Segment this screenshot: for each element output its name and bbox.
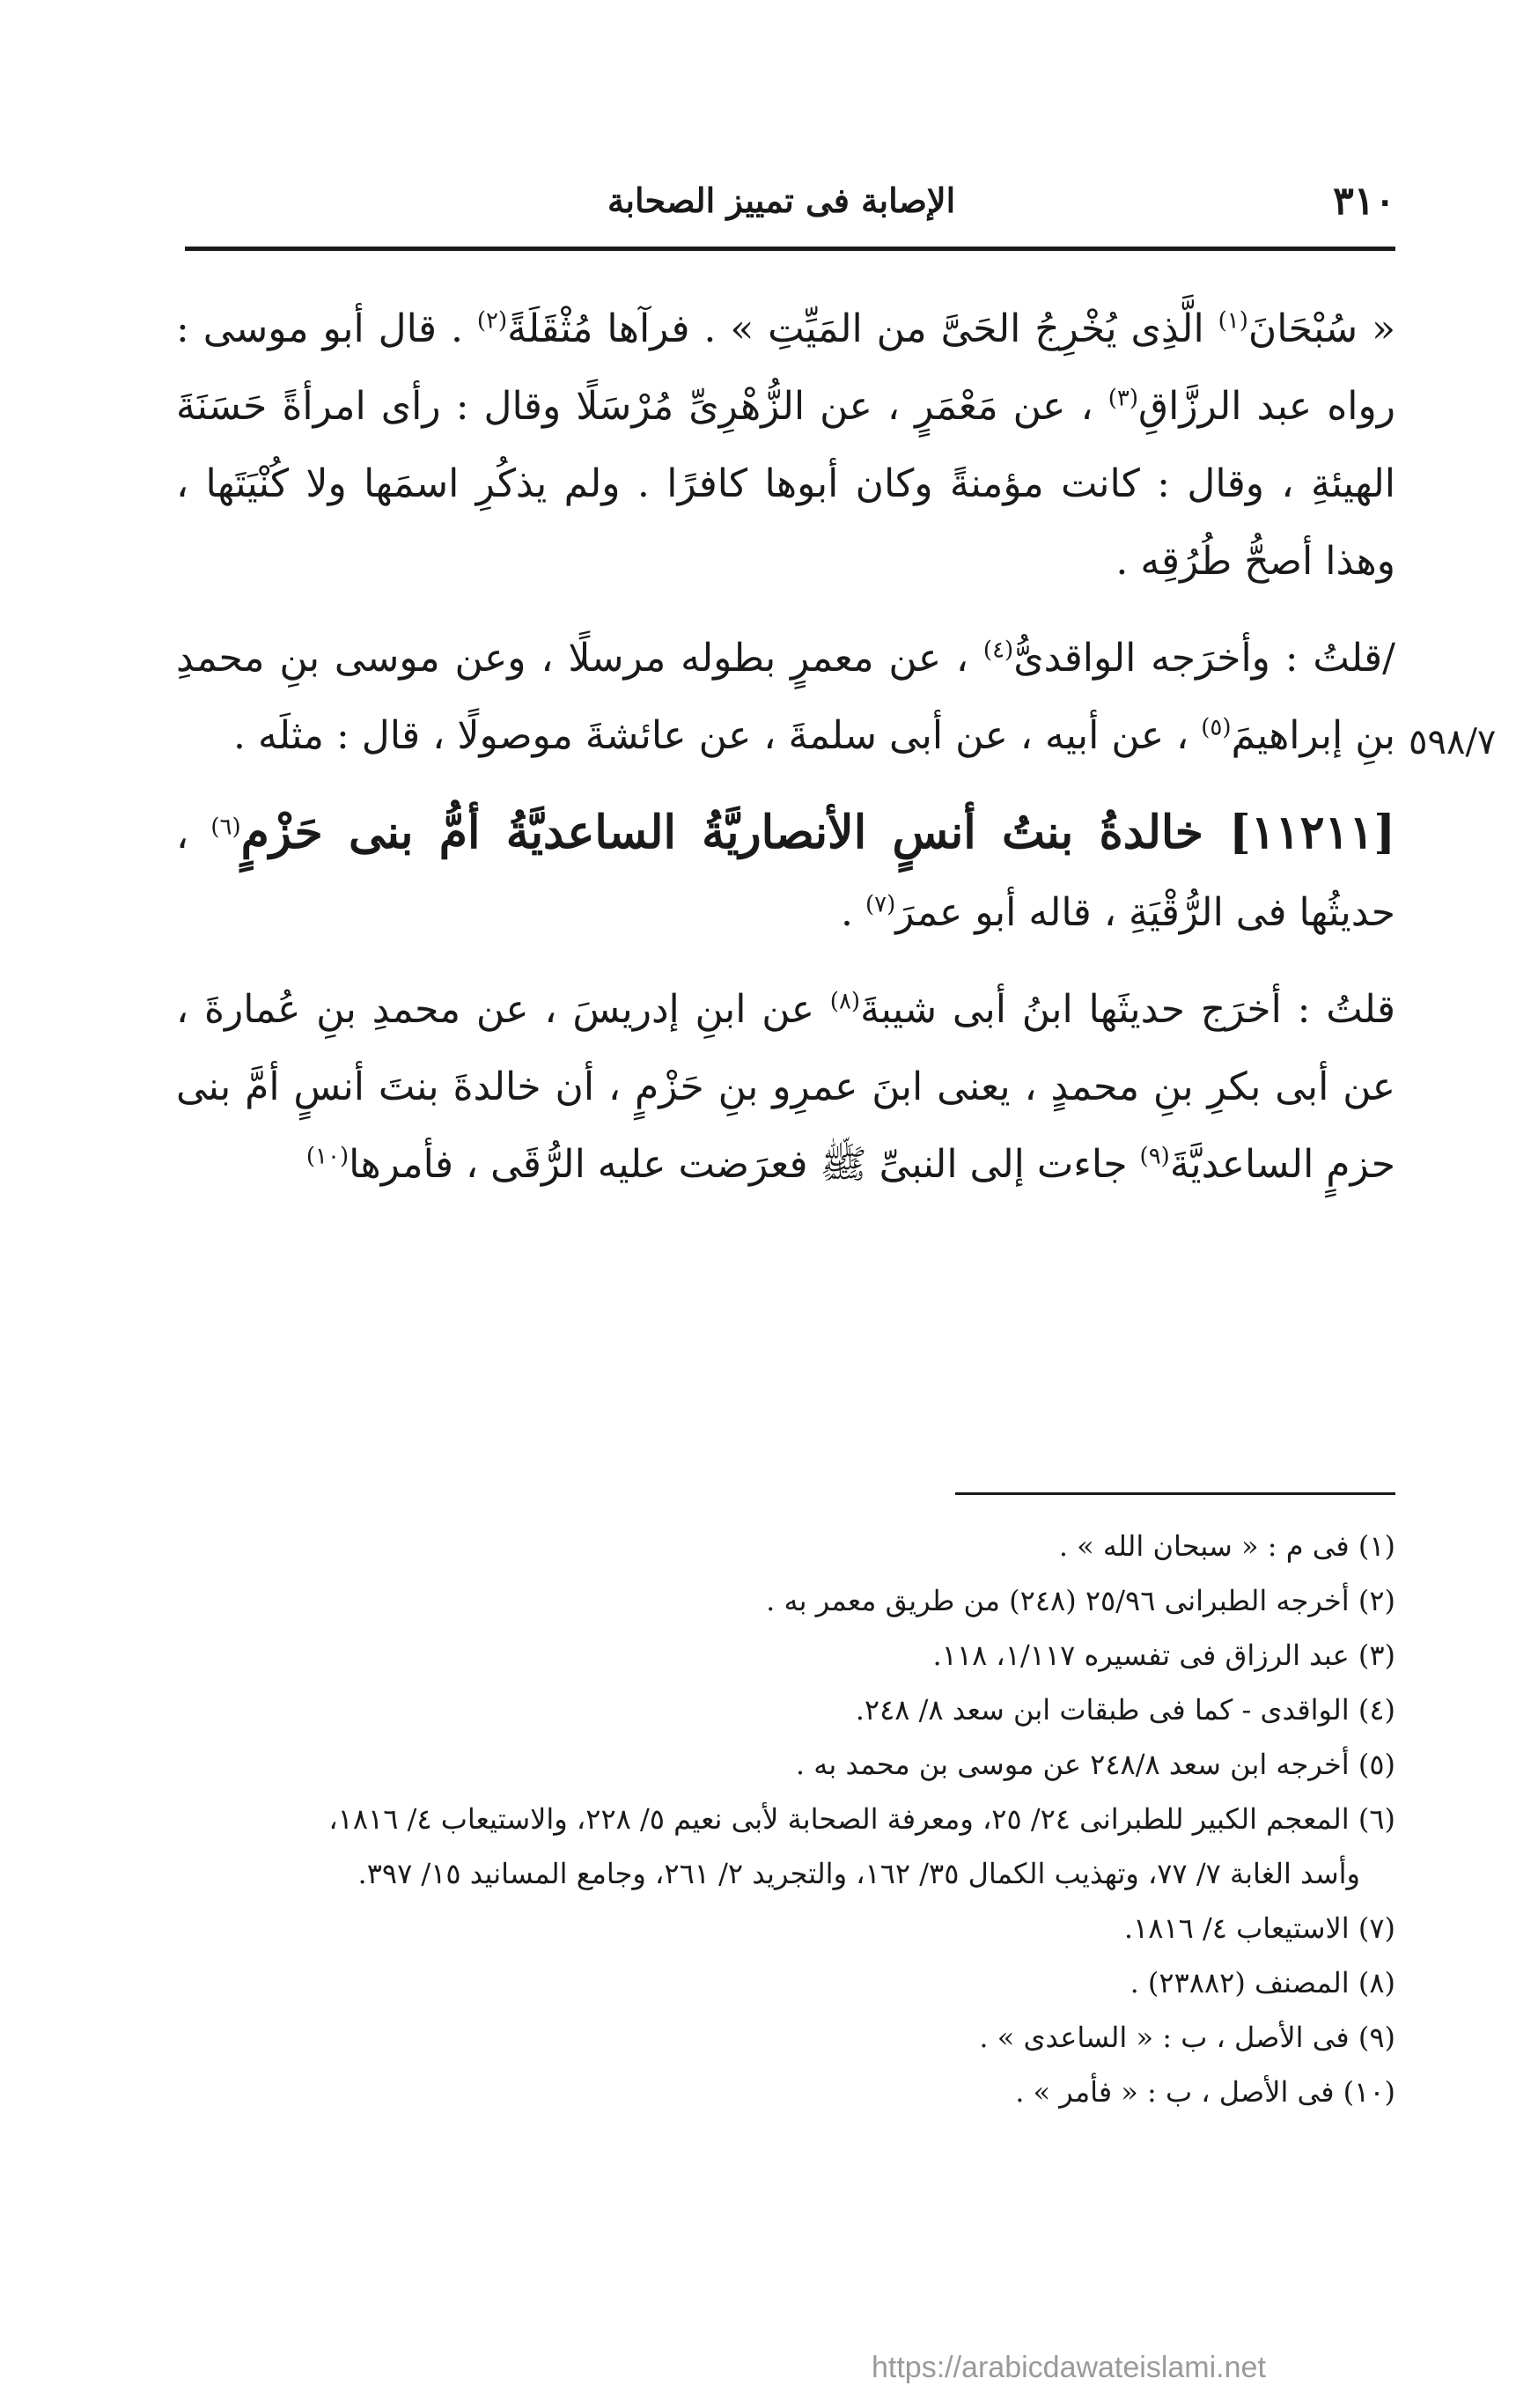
footnote-4: (٤) الواقدى - كما فى طبقات ابن سعد ٨/ ٢٤٨. — [855, 1693, 1395, 1727]
footnote-separator — [955, 1492, 1395, 1495]
footnote-marker: (٧) — [865, 891, 896, 918]
footnote-marker: (٢) — [476, 307, 508, 335]
footnote-marker: (٥) — [1201, 714, 1232, 741]
footnote-marker: (١٠) — [305, 1143, 350, 1170]
footnote-marker: (١) — [1218, 307, 1248, 335]
footnote-6: (٦) المعجم الكبير للطبرانى ٢٤/ ٢٥، ومعرفة الصحابة لأبى نعيم ٥/ ٢٢٨، والاستيعاب ٤/ ١٨١٦، — [328, 1802, 1395, 1836]
footnote-6-continued: وأسد الغابة ٧/ ٧٧، وتهذيب الكمال ٣٥/ ١٦٢، والتجريد ٢/ ٢٦١، وجامع المسانيد ١٥/ ٣٩٧. — [357, 1857, 1360, 1890]
footnotes — [176, 1519, 1395, 2119]
footnote-7: (٧) الاستيعاب ٤/ ١٨١٦. — [1123, 1911, 1395, 1945]
book-title: الإصابة فى تمييز الصحابة — [607, 180, 956, 220]
main-text — [176, 291, 1395, 1223]
entry-number: [١١٢١١] — [1229, 806, 1395, 859]
footnote-3: (٣) عبد الرزاق فى تفسيره ١/١١٧، ١١٨. — [932, 1638, 1395, 1672]
entry-name: خالدةُ بنتُ أنسٍ الأنصاريَّةُ الساعديَّةُ أمُّ بنى حَزْمٍ — [240, 806, 1230, 859]
text-run: ، عن مَعْمَرٍ ، عن الزُّهْرِىِّ مُرْسَلًا وقال : رأى امرأةً حَسَنَةَ الهيئةِ ، وقال : كانت مؤمنةً وكان أبوها كافرًا . ولم يذكُرِ اسمَها ولا كُنْيَتَها ، وهذا أصحُّ طُرُقِه . — [176, 384, 1395, 584]
header-rule — [185, 247, 1395, 251]
paragraph-1 — [176, 291, 1395, 600]
entry-paragraph — [176, 794, 1395, 952]
footnote-10: (١٠) فى الأصل ، ب : « فأمر » . — [1015, 2075, 1395, 2109]
text-run: ، حديثُها فى الرُّقْيَةِ ، قاله أبو عمرَ — [176, 813, 1395, 935]
text-run: ، عن أبيه ، عن أبى سلمةَ ، عن عائشةَ موصولًا ، قال : مثلَه . — [233, 713, 1202, 758]
text-run: /قلتُ : وأخرَجه الواقدىُّ — [1013, 636, 1395, 681]
footnote-8: (٨) المصنف (٢٣٨٨٢) . — [1130, 1966, 1395, 1999]
page-number: ٣١٠ — [1333, 179, 1395, 224]
text-run: ، عن معمرٍ بطوله مرسلًا ، وعن موسى بنِ محمدِ بنِ إبراهيمَ — [176, 636, 1395, 758]
footnote-marker: (٦) — [210, 814, 241, 841]
footnote-marker: (٣) — [1108, 385, 1138, 412]
text-run: عن ابنِ إدريسَ ، عن محمدِ بنِ عُمارةَ ، عن أبى بكرِ بنِ محمدٍ ، يعنى ابنَ عمرِو بنِ حَزْمٍ ، أن خالدةَ بنتَ أنسٍ أمَّ بنى حزمٍ الساعديَّةَ — [176, 987, 1395, 1187]
footnote-marker: (٨) — [829, 988, 861, 1015]
footnote-marker: (٩) — [1139, 1143, 1170, 1170]
paragraph-2 — [176, 620, 1395, 775]
text-run: قلتُ : أخرَج حديثَها ابنُ أبى شيبةَ — [860, 987, 1395, 1032]
watermark-url: https://arabicdawateislami.net — [872, 2351, 1266, 2384]
footnote-5: (٥) أخرجه ابن سعد ٢٤٨/٨ عن موسى بن محمد به . — [795, 1748, 1395, 1781]
footnote-1: (١) فى م : « سبحان الله » . — [1058, 1529, 1395, 1563]
text-run: الَّذِى يُخْرِجُ الحَىَّ من المَيِّتِ » . فرآها مُثْقَلَةً — [507, 306, 1218, 351]
text-run: جاءت إلى النبىِّ ﷺ فعرَضت عليه الرُّقَى ، فأمرها — [349, 1142, 1140, 1187]
margin-reference: ٥٩٨/٧ — [1409, 722, 1497, 762]
text-run: « سُبْحَانَ — [1247, 306, 1395, 351]
paragraph-3 — [176, 971, 1395, 1204]
text-run: . — [840, 890, 865, 935]
footnote-marker: (٤) — [982, 637, 1014, 664]
text-run: . قال أبو موسى : رواه عبد الرزَّاقِ — [176, 306, 1395, 429]
footnote-9: (٩) فى الأصل ، ب : « الساعدى » . — [979, 2021, 1395, 2054]
running-header — [185, 172, 1395, 242]
footnote-2: (٢) أخرجه الطبرانى ٢٥/٩٦ (٢٤٨) من طريق معمر به . — [766, 1584, 1395, 1617]
